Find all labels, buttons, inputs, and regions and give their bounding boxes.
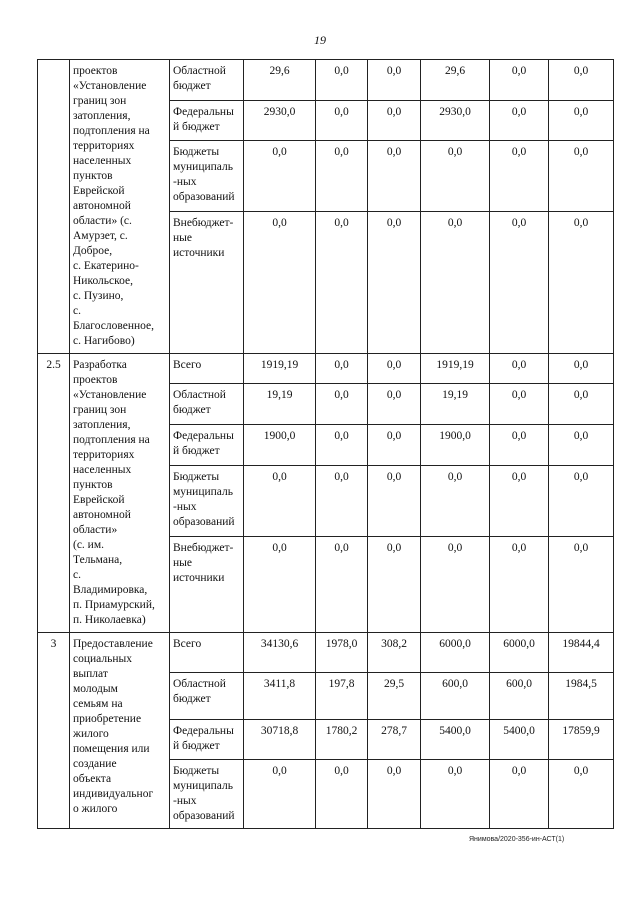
funding-source: Внебюджет- ные источники xyxy=(170,212,244,354)
amount-cell: 0,0 xyxy=(490,212,549,354)
amount-cell: 1978,0 xyxy=(316,633,368,673)
amount-cell: 29,6 xyxy=(244,60,316,101)
amount-cell: 0,0 xyxy=(490,760,549,829)
amount-cell: 0,0 xyxy=(421,141,490,212)
amount-cell: 19,19 xyxy=(244,384,316,425)
amount-cell: 5400,0 xyxy=(490,720,549,760)
funding-source: Бюджеты муниципаль -ных образований xyxy=(170,465,244,536)
amount-cell: 0,0 xyxy=(316,100,368,141)
amount-cell: 0,0 xyxy=(421,465,490,536)
table-row xyxy=(38,354,614,384)
amount-cell: 0,0 xyxy=(316,60,368,101)
amount-cell: 0,0 xyxy=(244,465,316,536)
document-reference: Янимова/2020-356-ин-АСТ(1) xyxy=(469,836,565,843)
item-number xyxy=(38,60,70,354)
amount-cell: 0,0 xyxy=(490,384,549,425)
amount-cell: 19844,4 xyxy=(549,633,614,673)
funding-source: Областной бюджет xyxy=(170,60,244,101)
amount-cell: 0,0 xyxy=(368,212,421,354)
amount-cell: 0,0 xyxy=(549,60,614,101)
amount-cell: 0,0 xyxy=(244,536,316,632)
amount-cell: 0,0 xyxy=(490,141,549,212)
amount-cell: 6000,0 xyxy=(421,633,490,673)
amount-cell: 0,0 xyxy=(421,760,490,829)
amount-cell: 0,0 xyxy=(368,536,421,632)
amount-cell: 0,0 xyxy=(368,760,421,829)
amount-cell: 29,5 xyxy=(368,673,421,720)
amount-cell: 0,0 xyxy=(368,100,421,141)
amount-cell: 1900,0 xyxy=(421,425,490,466)
funding-source: Всего xyxy=(170,633,244,673)
amount-cell: 308,2 xyxy=(368,633,421,673)
amount-cell: 30718,8 xyxy=(244,720,316,760)
amount-cell: 0,0 xyxy=(490,100,549,141)
amount-cell: 0,0 xyxy=(549,354,614,384)
amount-cell: 6000,0 xyxy=(490,633,549,673)
amount-cell: 17859,9 xyxy=(549,720,614,760)
amount-cell: 0,0 xyxy=(549,100,614,141)
amount-cell: 0,0 xyxy=(316,465,368,536)
amount-cell: 2930,0 xyxy=(421,100,490,141)
funding-source: Федеральны й бюджет xyxy=(170,100,244,141)
amount-cell: 1919,19 xyxy=(244,354,316,384)
amount-cell: 0,0 xyxy=(316,536,368,632)
funding-source: Областной бюджет xyxy=(170,384,244,425)
funding-source: Бюджеты муниципаль -ных образований xyxy=(170,141,244,212)
amount-cell: 278,7 xyxy=(368,720,421,760)
amount-cell: 0,0 xyxy=(549,141,614,212)
amount-cell: 0,0 xyxy=(549,212,614,354)
amount-cell: 0,0 xyxy=(316,425,368,466)
item-number: 3 xyxy=(38,633,70,829)
item-name: проектов «Установление границ зон затопления, подтопления на территориях населенных пунктов Еврейской автономной области» (с. Амурзет, с. Доброе, с. Екатерино- Никольское, с. Пузино, с. Благословенное, с. Нагибово) xyxy=(70,60,170,354)
amount-cell: 0,0 xyxy=(368,384,421,425)
amount-cell: 600,0 xyxy=(421,673,490,720)
funding-source: Федеральны й бюджет xyxy=(170,425,244,466)
amount-cell: 5400,0 xyxy=(421,720,490,760)
amount-cell: 0,0 xyxy=(368,141,421,212)
funding-source: Всего xyxy=(170,354,244,384)
item-name: Предоставление социальных выплат молодым семьям на приобретение жилого помещения или создание объекта индивидуальног о жилого xyxy=(70,633,170,829)
table-row xyxy=(38,60,614,101)
amount-cell: 1780,2 xyxy=(316,720,368,760)
amount-cell: 0,0 xyxy=(368,60,421,101)
amount-cell: 0,0 xyxy=(316,760,368,829)
amount-cell: 0,0 xyxy=(490,465,549,536)
amount-cell: 0,0 xyxy=(549,536,614,632)
amount-cell: 0,0 xyxy=(421,212,490,354)
amount-cell: 1900,0 xyxy=(244,425,316,466)
amount-cell: 0,0 xyxy=(549,760,614,829)
amount-cell: 0,0 xyxy=(490,425,549,466)
amount-cell: 29,6 xyxy=(421,60,490,101)
amount-cell: 0,0 xyxy=(316,141,368,212)
amount-cell: 0,0 xyxy=(244,212,316,354)
amount-cell: 0,0 xyxy=(421,536,490,632)
amount-cell: 0,0 xyxy=(549,425,614,466)
funding-source: Областной бюджет xyxy=(170,673,244,720)
table-row xyxy=(38,633,614,673)
amount-cell: 0,0 xyxy=(316,212,368,354)
amount-cell: 3411,8 xyxy=(244,673,316,720)
item-name: Разработка проектов «Установление границ зон затопления, подтопления на территориях населенных пунктов Еврейской автономной области» (с. им. Тельмана, с. Владимировка, п. Приамурский, п. Николаевка) xyxy=(70,354,170,633)
amount-cell: 0,0 xyxy=(490,60,549,101)
budget-table xyxy=(37,59,614,829)
amount-cell: 0,0 xyxy=(244,141,316,212)
amount-cell: 1919,19 xyxy=(421,354,490,384)
amount-cell: 19,19 xyxy=(421,384,490,425)
amount-cell: 0,0 xyxy=(368,465,421,536)
funding-source: Федеральны й бюджет xyxy=(170,720,244,760)
amount-cell: 34130,6 xyxy=(244,633,316,673)
amount-cell: 0,0 xyxy=(490,536,549,632)
amount-cell: 0,0 xyxy=(549,384,614,425)
amount-cell: 0,0 xyxy=(490,354,549,384)
amount-cell: 0,0 xyxy=(368,354,421,384)
amount-cell: 197,8 xyxy=(316,673,368,720)
funding-source: Бюджеты муниципаль -ных образований xyxy=(170,760,244,829)
item-number: 2.5 xyxy=(38,354,70,633)
amount-cell: 1984,5 xyxy=(549,673,614,720)
amount-cell: 0,0 xyxy=(244,760,316,829)
page-number: 19 xyxy=(314,33,326,47)
amount-cell: 0,0 xyxy=(368,425,421,466)
amount-cell: 2930,0 xyxy=(244,100,316,141)
amount-cell: 0,0 xyxy=(549,465,614,536)
funding-source: Внебюджет- ные источники xyxy=(170,536,244,632)
amount-cell: 0,0 xyxy=(316,384,368,425)
amount-cell: 600,0 xyxy=(490,673,549,720)
amount-cell: 0,0 xyxy=(316,354,368,384)
